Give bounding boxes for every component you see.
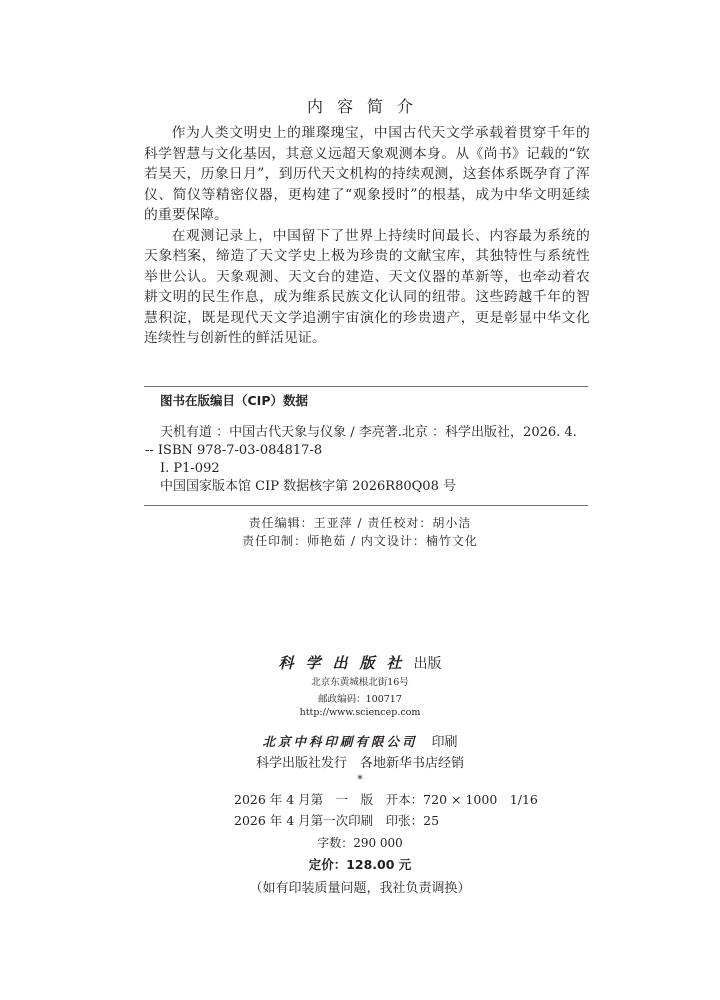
cip-line-2: -- ISBN 978-7-03-084817-8 bbox=[145, 443, 323, 458]
publisher-line bbox=[0, 652, 720, 673]
publisher-address: 北京东黄城根北街16号 bbox=[311, 677, 409, 688]
separator-asterisk: * bbox=[357, 773, 363, 786]
printer-suffix: 印刷 bbox=[431, 735, 458, 750]
cip-bottom-divider bbox=[144, 505, 588, 506]
printer-line bbox=[0, 731, 720, 750]
distribution-line: 科学出版社发行 各地新华书店经销 bbox=[255, 756, 464, 771]
price: 定价：128.00 元 bbox=[308, 857, 412, 872]
cip-line-3: Ⅰ. P1-092 bbox=[160, 461, 220, 476]
cip-line-1: 天机有道 ：中国古代天象与仪象 / 李亮著.北京 ：科学出版社，2026. 4. bbox=[160, 425, 577, 440]
publisher-suffix: 出版 bbox=[413, 656, 442, 672]
publisher-logo: 科学出版社 bbox=[278, 654, 414, 672]
quality-notice: （如有印装质量问题，我社负责调换） bbox=[249, 881, 471, 896]
intro-paragraph-2: 在观测记录上，中国留下了世界上持续时间最长、内容最为系统的天象档案，缔造了天文学史上极为珍贵的文献宝库，其独特性与系统性举世公认。天象观测、天文台的建造、天文仪器的革新等，也牵动着农耕文明的民生作息，成为维系民族文化认同的纽带。这些跨越千年的智慧积淀，既是现代天文学追溯宇宙演化的珍贵遗产，更是彰显中华文化连续性与创新性的鲜活见证。 bbox=[144, 227, 590, 346]
intro-body bbox=[144, 123, 590, 349]
staff-credits-1: 责任编辑：王亚萍 / 责任校对：胡小洁 bbox=[248, 516, 472, 530]
cip-heading: 图书在版编目（CIP）数据 bbox=[160, 393, 308, 408]
edition-line: 2026 年 4 月第 一 版 开本：720 × 1000 1/16 bbox=[234, 792, 538, 807]
printing-line: 2026 年 4 月第一次印刷 印张：25 bbox=[234, 813, 440, 828]
printer-name: 北京中科印刷有限公司 bbox=[262, 734, 418, 749]
cip-line-4: 中国国家版本馆 CIP 数据核字第 2026R80Q08 号 bbox=[160, 479, 456, 494]
section-title: 内容简介 bbox=[306, 97, 427, 116]
staff-credits-2: 责任印制：师艳茹 / 内文设计：楠竹文化 bbox=[242, 534, 478, 548]
cip-top-divider bbox=[144, 386, 588, 387]
intro-paragraph-1: 作为人类文明史上的璀璨瑰宝，中国古代天文学承载着贯穿千年的科学智慧与文化基因，其意义远超天象观测本身。从《尚书》记载的“钦若昊天，历象日月”，到历代天文机构的持续观测，这套体系既孕育了浑仪、简仪等精密仪器，更构建了“观象授时”的根基，成为中华文明延续的重要保障。 bbox=[144, 125, 590, 223]
publisher-url: http://www.sciencep.com bbox=[299, 707, 421, 718]
publisher-postcode: 邮政编码：100717 bbox=[318, 694, 402, 705]
word-count: 字数：290 000 bbox=[317, 836, 403, 850]
